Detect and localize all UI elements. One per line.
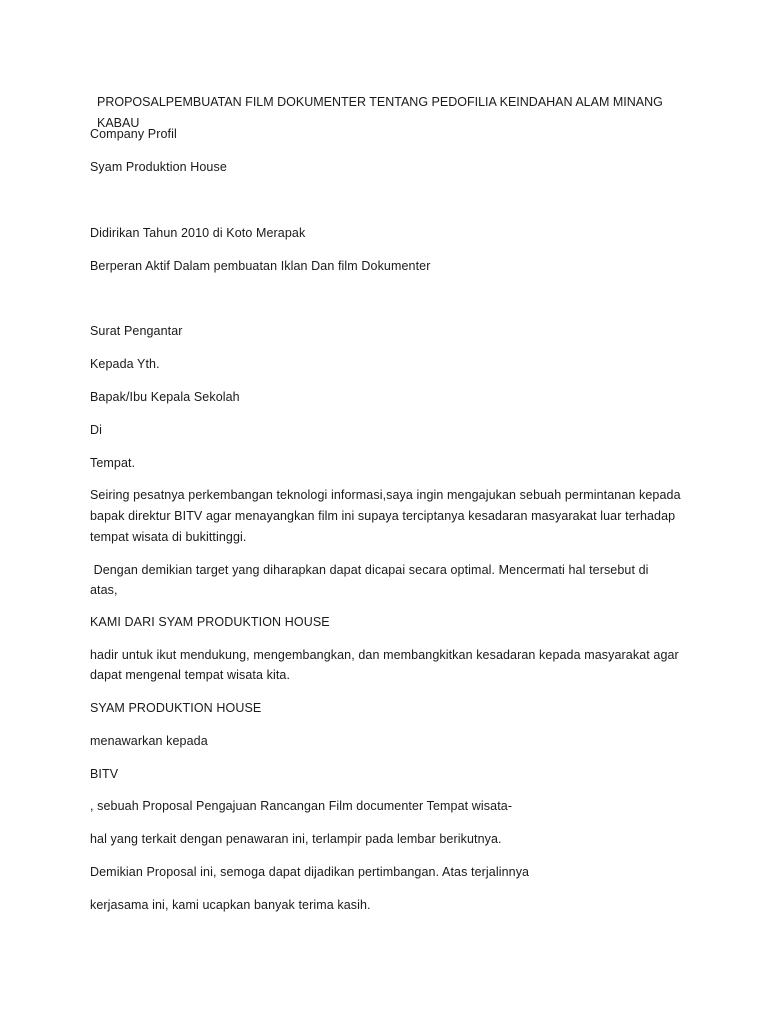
document-title: PROPOSALPEMBUATAN FILM DOKUMENTER TENTANG PEDOFILIA KEINDAHAN ALAM MINANG KABAU [97,95,663,130]
paragraph-3-line-2: dapat mengenal tempat wisata kita. [90,668,291,682]
attached-line: hal yang terkait dengan penawaran ini, terlampir pada lembar berikutnya. [90,832,502,846]
paragraph-3-line-1: hadir untuk ikut mendukung, mengembangkan, dan membangkitkan kesadaran kepada masyarakat agar [90,648,679,662]
company-profile-heading: Company Profil [90,127,177,141]
we-from-heading: KAMI DARI SYAM PRODUKTION HOUSE [90,615,330,629]
salutation-to: Kepada Yth. [90,357,160,371]
paragraph-1-line-3: tempat wisata di bukittinggi. [90,530,247,544]
company-caps: SYAM PRODUKTION HOUSE [90,701,262,715]
recipient: Bapak/Ibu Kepala Sekolah [90,390,240,404]
company-name: Syam Produktion House [90,160,227,174]
address-place: Tempat. [90,456,136,470]
paragraph-1-line-1: Seiring pesatnya perkembangan teknologi informasi,saya ingin mengajukan sebuah permintanan kepada [90,488,681,502]
role-text: Berperan Aktif Dalam pembuatan Iklan Dan film Dokumenter [90,259,431,273]
paragraph-2-line-1: Dengan demikian target yang diharapkan dapat dicapai secara optimal. Mencermati hal tersebut di [90,563,649,577]
closing-line-2: kerjasama ini, kami ucapkan banyak terima kasih. [90,898,371,912]
proposal-line: , sebuah Proposal Pengajuan Rancangan Film documenter Tempat wisata- [90,799,513,813]
offers-to: menawarkan kepada [90,734,208,748]
bitv-text: BITV [90,767,119,781]
address-at: Di [90,423,103,437]
paragraph-1-line-2: bapak direktur BITV agar menayangkan film ini supaya terciptanya kesadaran masyarakat luar terhadap [90,509,676,523]
cover-letter-heading: Surat Pengantar [90,324,183,338]
paragraph-2-line-2: atas, [90,583,118,597]
closing-line-1: Demikian Proposal ini, semoga dapat dijadikan pertimbangan. Atas terjalinnya [90,865,530,879]
founded-text: Didirikan Tahun 2010 di Koto Merapak [90,226,306,240]
